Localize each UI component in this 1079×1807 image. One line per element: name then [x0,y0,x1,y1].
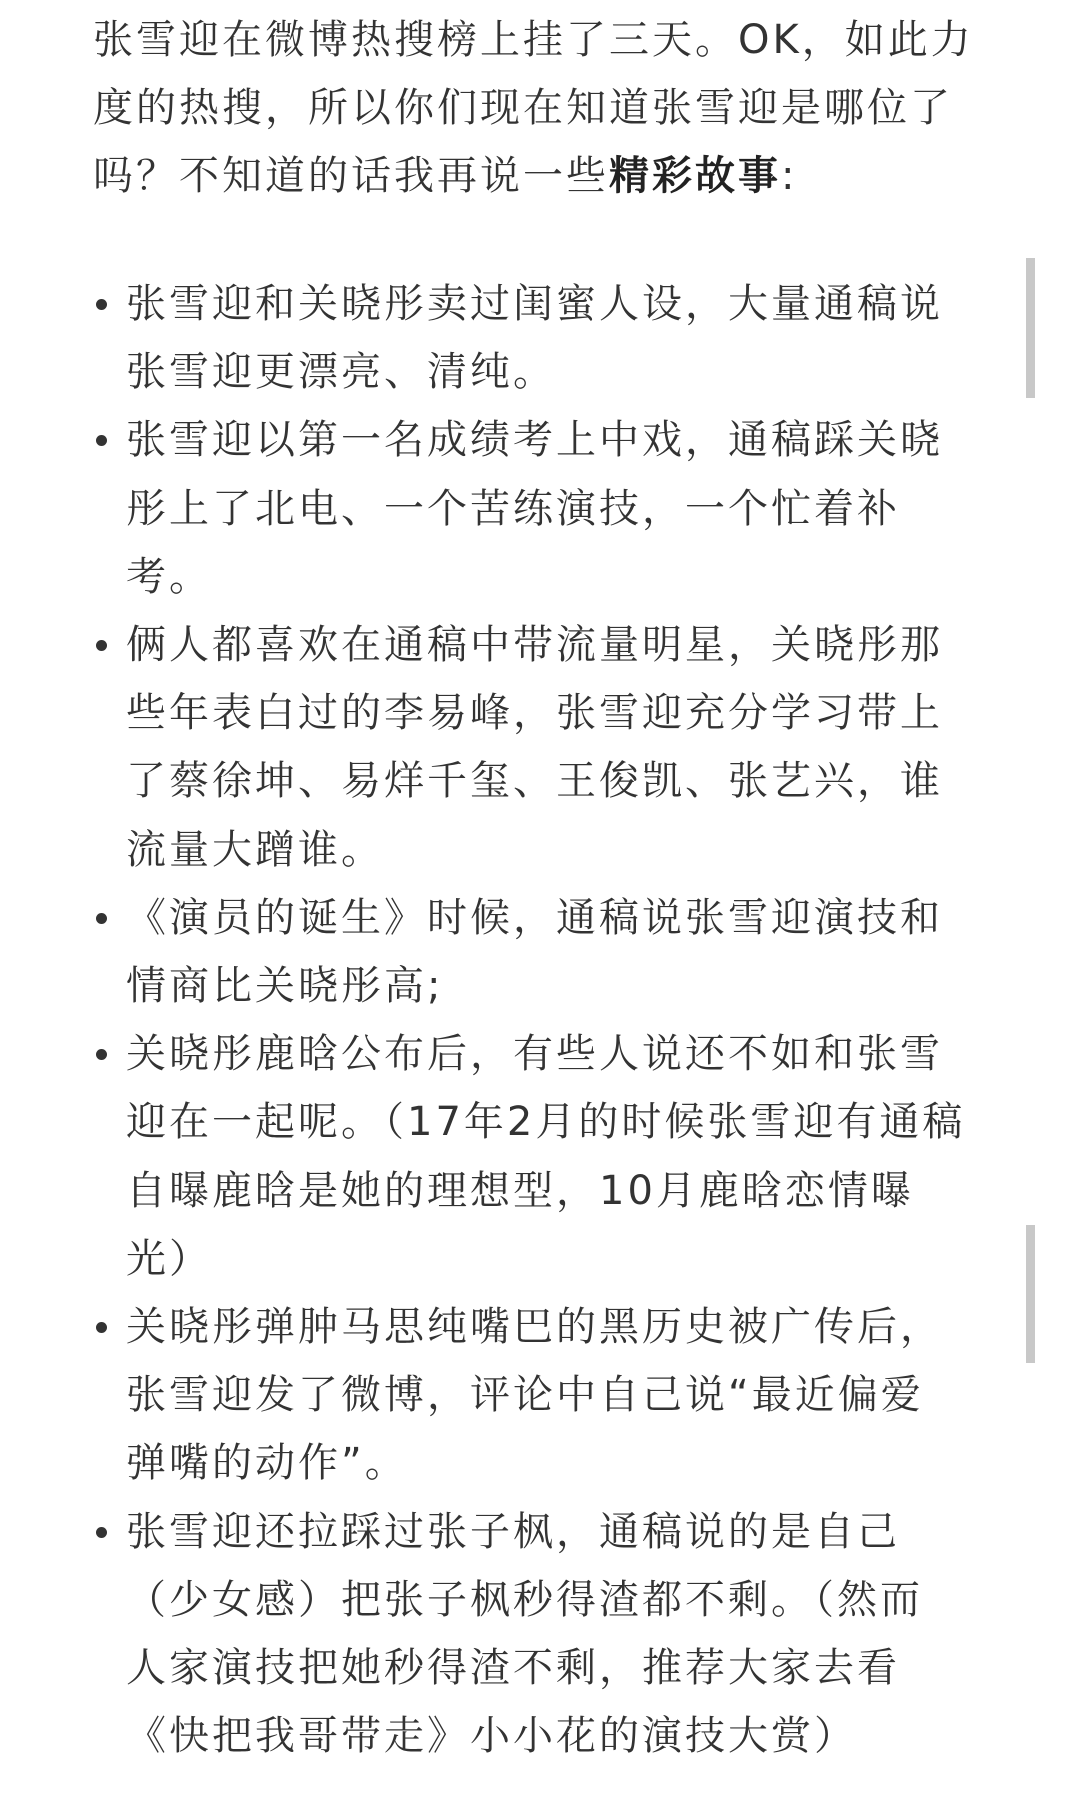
list-item-line: 情商比关晓彤高; [126,963,444,1009]
bold-highlight: 精彩故事 [609,153,781,199]
list-item-line: 张雪迎更漂亮、清纯。 [126,349,556,396]
bullet-icon [96,1527,107,1538]
bullet-icon [96,1322,107,1333]
intro-text: 度的热搜，所以你们现在知道张雪迎是哪位了 [93,85,953,131]
list-item-line: 人家演技把她秒得渣不剩，推荐大家去看 [126,1645,900,1691]
list-item-line: 俩人都喜欢在通稿中带流量明星，关晓彤那 [126,622,943,668]
bullet-icon [96,913,107,924]
list-item-line: 张雪迎和关晓彤卖过闺蜜人设，大量通稿说 [126,281,943,327]
list-item-line: （少女感）把张子枫秒得渣都不剩。（然而 [126,1576,923,1623]
list-item-line: 张雪迎发了微博，评论中自己说“最近偏爱 [126,1372,924,1419]
intro-text: 吗？不知道的话我再说一些 [93,153,609,199]
list-item-line: 了蔡徐坤、易烊千玺、王俊凯、张艺兴，谁 [126,758,943,805]
intro-text: 张雪迎在微博热搜榜上挂了三天。OK，如此力 [93,17,974,63]
scrollbar-thumb[interactable] [1026,1225,1035,1363]
list-item-line: 迎在一起呢。（17年2月的时候张雪迎有通稿 [126,1099,966,1146]
bullet-icon [96,435,107,446]
bullet-icon [96,299,107,310]
list-item-line: 彤上了北电、一个苦练演技，一个忙着补 [126,485,900,532]
list-item-line: 张雪迎以第一名成绩考上中戏，通稿踩关晓 [126,417,943,464]
bullet-icon [96,1049,107,1060]
list-item-line: 流量大蹭谁。 [126,826,384,873]
list-item-line: 自曝鹿晗是她的理想型，10月鹿晗恋情曝 [126,1167,914,1214]
intro-line [93,74,953,142]
list-item-line: 《演员的诞生》时候，通稿说张雪迎演技和 [126,894,943,941]
intro-tail: : [781,153,798,199]
list-item-line: 张雪迎还拉踩过张子枫，通稿说的是自己 [126,1508,900,1555]
list-item-line: 《快把我哥带走》小小花的演技大赏） [126,1713,857,1760]
list-item-line: 光） [126,1235,212,1282]
list-item-line: 些年表白过的李易峰，张雪迎充分学习带上 [126,690,943,737]
list-item-line: 关晓彤弹肿马思纯嘴巴的黑历史被广传后， [126,1304,943,1350]
scrollbar-thumb[interactable] [1026,258,1035,398]
list-item-line: 关晓彤鹿晗公布后，有些人说还不如和张雪 [126,1031,943,1078]
list-item-line: 弹嘴的动作”。 [126,1440,408,1487]
intro-line [93,142,797,210]
list-item-line: 考。 [126,553,212,600]
intro-line [93,6,974,74]
bullet-icon [96,640,107,651]
